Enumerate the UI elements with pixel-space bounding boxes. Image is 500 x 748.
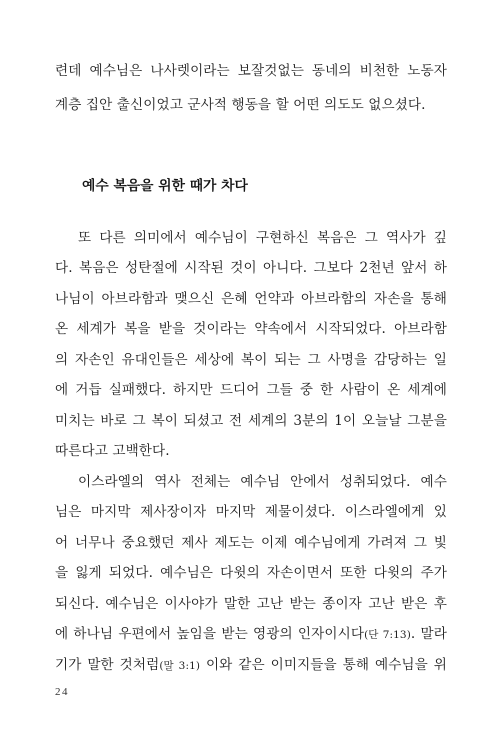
paragraph-1-line-2: 다. 복음은 성탄절에 시작된 것이 아니다. 그보다 2천년 앞서 하 [55, 260, 447, 276]
intro-line-1: 련데 예수님은 나사렛이라는 보잘것없는 동네의 비천한 노동자 [55, 63, 447, 79]
paragraph-2-line-2: 님은 마지막 제사장이자 마지막 제물이셨다. 이스라엘에게 있 [55, 504, 447, 520]
paragraph-1-line-7: 미치는 바로 그 복이 되셨고 전 세계의 3분의 1이 오늘날 그분을 [55, 413, 447, 429]
line-7-text-after: 이와 같은 이미지들을 통해 예수님을 위 [200, 657, 447, 673]
section-heading: 예수 복음을 위한 때가 차다 [82, 178, 248, 194]
paragraph-1-line-1: 또 다른 의미에서 예수님이 구현하신 복음은 그 역사가 깊 [78, 230, 447, 246]
line-6-text-before: 에 하나님 우편에서 높임을 받는 영광의 인자이시다 [55, 626, 365, 642]
intro-line-2: 계층 집안 출신이었고 군사적 행동을 할 어떤 의도도 없으셨다. [55, 97, 426, 113]
paragraph-1-line-4: 온 세계가 복을 받을 것이라는 약속에서 시작되었다. 아브라함 [55, 321, 447, 337]
page-number: 24 [55, 686, 69, 698]
paragraph-2-line-4: 을 잃게 되었다. 예수님은 다윗의 자손이면서 또한 다윗의 주가 [55, 565, 447, 581]
paragraph-2-line-6 [55, 624, 447, 645]
scripture-reference-daniel: (단 7:13) [364, 629, 411, 641]
paragraph-1-line-3: 나님이 아브라함과 맺으신 은혜 언약과 아브라함의 자손을 통해 [55, 291, 447, 307]
paragraph-2-line-3: 어 너무나 중요했던 제사 제도는 이제 예수님에게 가려져 그 빛 [55, 535, 447, 551]
paragraph-2-line-7 [55, 655, 447, 676]
scripture-reference-malachi: (말 3:1) [159, 660, 201, 672]
paragraph-2-line-1: 이스라엘의 역사 전체는 예수님 안에서 성취되었다. 예수 [78, 474, 447, 490]
line-6-text-after: . 말라 [410, 626, 448, 642]
paragraph-1-line-6: 에 거듭 실패했다. 하지만 드디어 그들 중 한 사람이 온 세계에 [55, 382, 447, 398]
paragraph-1-line-5: 의 자손인 유대인들은 세상에 복이 되는 그 사명을 감당하는 일 [55, 352, 447, 368]
paragraph-1-line-8: 따른다고 고백한다. [55, 443, 170, 459]
paragraph-2-line-5: 되신다. 예수님은 이사야가 말한 고난 받는 종이자 고난 받은 후 [55, 596, 447, 612]
line-7-text-before: 기가 말한 것처럼 [55, 657, 160, 673]
